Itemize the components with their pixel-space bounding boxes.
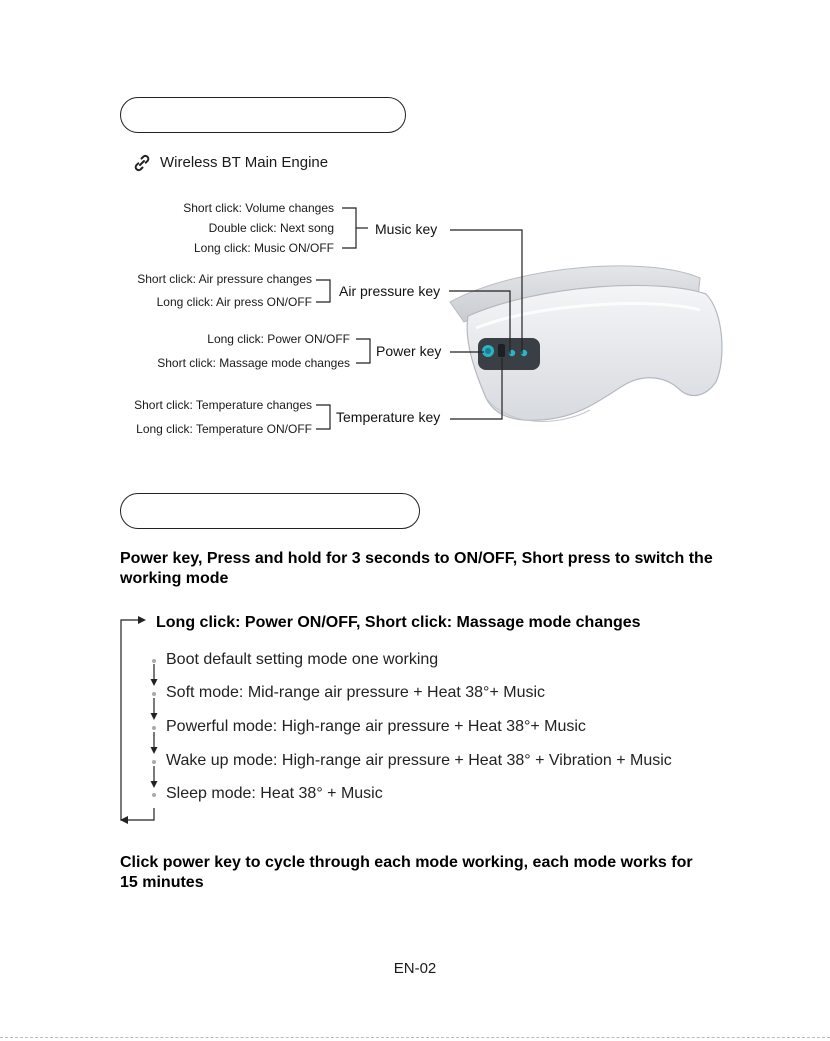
mode-item: Wake up mode: High-range air pressure + Heat 38° + Vibration + Music: [166, 752, 672, 769]
power-long-click: Long click: Power ON/OFF: [207, 332, 350, 346]
temp-long-click: Long click: Temperature ON/OFF: [136, 422, 312, 436]
music-short-click: Short click: Volume changes: [183, 201, 334, 215]
air-pressure-key-label: Air pressure key: [339, 283, 441, 299]
mode-item: Sleep mode: Heat 38° + Music: [166, 785, 383, 802]
power-key-intro: Power key, Press and hold for 3 seconds to ON/OFF, Short press to switch the working mode: [120, 550, 713, 587]
mode-bullet: [152, 760, 156, 764]
mode-bullet: [152, 659, 156, 663]
temperature-key-label: Temperature key: [336, 409, 441, 425]
page-bottom-border: [0, 1037, 830, 1038]
mode-item: Soft mode: Mid-range air pressure + Heat 38°+ Music: [166, 684, 546, 701]
music-long-click: Long click: Music ON/OFF: [193, 241, 334, 255]
mode-item: Powerful mode: High-range air pressure + Heat 38°+ Music: [166, 718, 586, 735]
power-short-click: Short click: Massage mode changes: [157, 356, 350, 370]
mode-item: Boot default setting mode one working: [166, 651, 439, 668]
main-engine-label: Wireless BT Main Engine: [160, 154, 329, 171]
page-number: EN-02: [393, 960, 437, 977]
cycle-title: Long click: Power ON/OFF, Short click: Massage mode changes: [156, 614, 641, 631]
air-short-click: Short click: Air pressure changes: [137, 272, 312, 286]
air-long-click: Long click: Air press ON/OFF: [156, 295, 312, 309]
mode-bullet: [152, 692, 156, 696]
temp-short-click: Short click: Temperature changes: [134, 398, 312, 412]
music-key-label: Music key: [375, 221, 438, 237]
music-double-click: Double click: Next song: [208, 221, 334, 235]
cycle-footer-note: Click power key to cycle through each mode working, each mode works for 15 minutes: [120, 854, 693, 891]
mode-bullet: [152, 793, 156, 797]
mode-bullet: [152, 726, 156, 730]
power-key-label: Power key: [376, 343, 442, 359]
